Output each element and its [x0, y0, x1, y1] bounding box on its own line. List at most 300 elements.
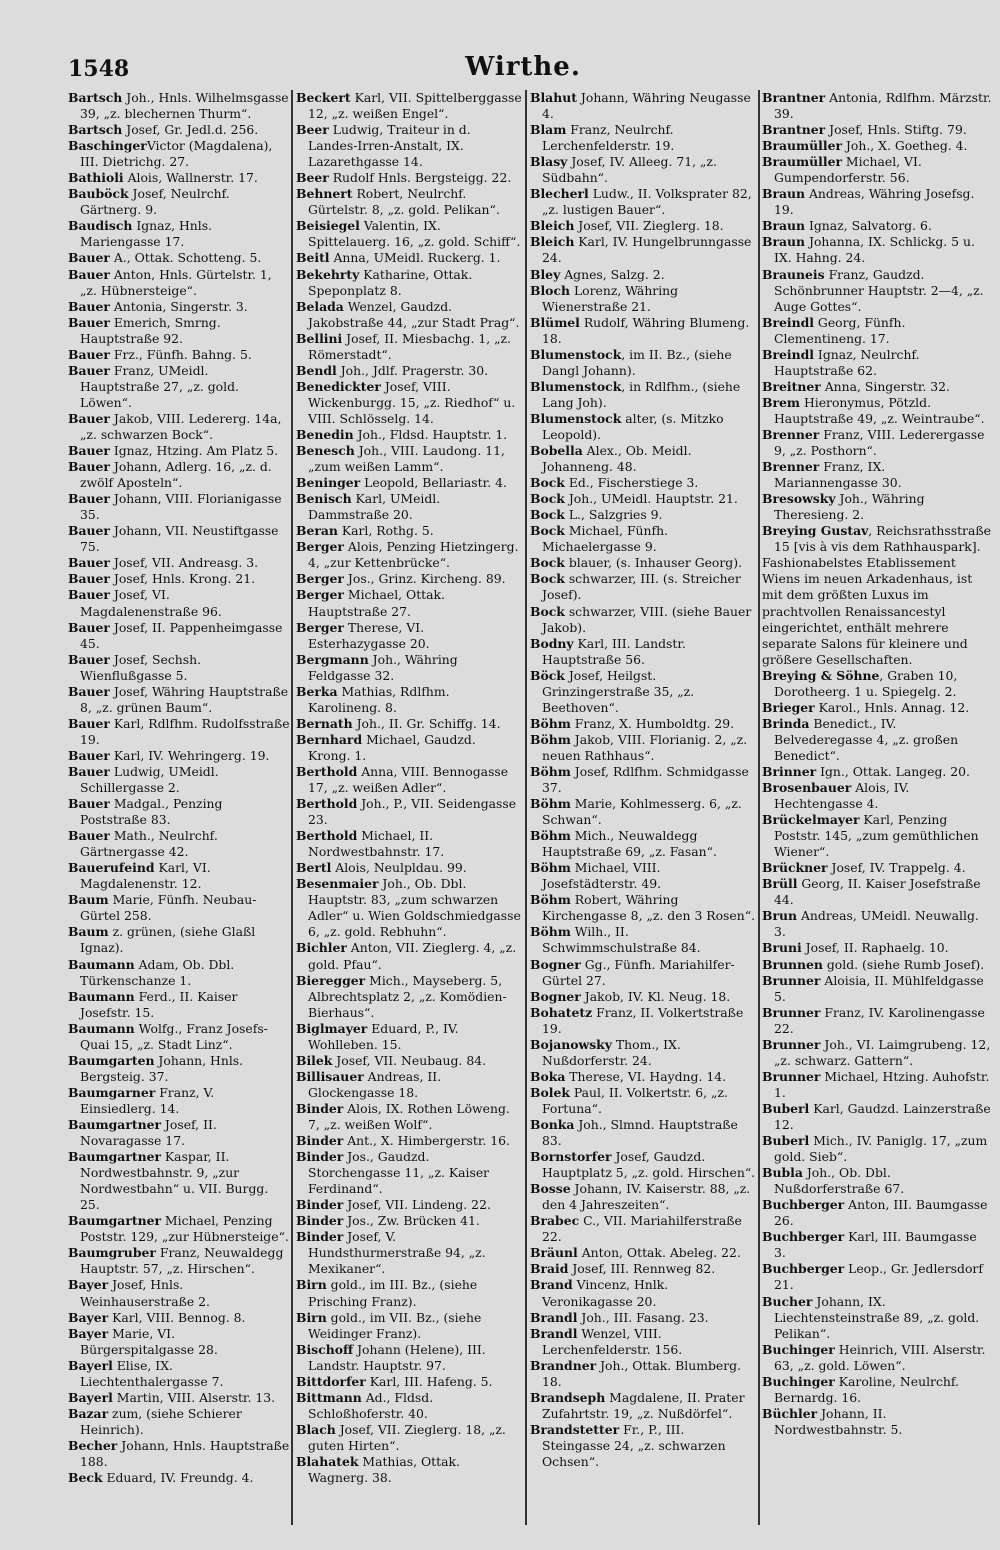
- entry-name: Bauer: [68, 683, 110, 699]
- directory-entry: [296, 218, 522, 250]
- entry-details: Antonia, Rdlfhm. Märzstr. 39.: [774, 90, 992, 122]
- entry-name: Bauer: [68, 266, 110, 282]
- entry-name: Blahatek: [296, 1453, 359, 1469]
- entry-details: Josef, V. Hundsthurmerstraße 94, „z. Mexikaner“.: [308, 1229, 486, 1277]
- entry-details: Johann, VII. Neustiftgasse 75.: [80, 523, 279, 555]
- entry-details: Wenzel, Gaudzd. Jakobstraße 44, „zur Stadt Prag“.: [308, 298, 520, 330]
- entry-details: Josef, IV. Alleeg. 71, „z. Südbahn“.: [542, 154, 717, 186]
- entry-details: Josef, Gaudzd. Hauptplatz 5, „z. gold. Hirschen“.: [542, 1149, 756, 1181]
- directory-entry: [296, 973, 522, 1021]
- entry-name: Bauer: [68, 410, 110, 426]
- entry-details: Franz, Gaudzd. Schönbrunner Hauptstr. 2—4, „z. Auge Gottes“.: [774, 266, 984, 314]
- entry-name: Boka: [530, 1068, 566, 1084]
- directory-entry: [68, 764, 290, 796]
- entry-name: Brem: [762, 394, 800, 410]
- directory-entry: [68, 218, 290, 250]
- entry-name: Bresowsky: [762, 491, 836, 507]
- entry-details: Vincenz, Hnlk. Veronikagasse 20.: [542, 1277, 669, 1309]
- entry-name: Benedin: [296, 426, 354, 442]
- directory-entry: [296, 1277, 522, 1309]
- entry-name: Behnert: [296, 186, 353, 202]
- entry-name: Brüll: [762, 876, 798, 892]
- directory-entry: [296, 732, 522, 764]
- entry-details: Josef, VIII. Wickenburgg. 15, „z. Riedhof“ u. VIII. Schlösselg. 14.: [308, 378, 516, 426]
- entry-name: Bauer: [68, 763, 110, 779]
- entry-details: Anna, UMeidl. Ruckerg. 1.: [329, 250, 501, 266]
- entry-details: z. grünen, (siehe Glaßl Ignaz).: [80, 924, 256, 956]
- directory-entry: [762, 234, 992, 266]
- entry-name: Beer: [296, 170, 329, 186]
- entry-details: Antonia, Singerstr. 3.: [109, 298, 248, 314]
- directory-entry: [762, 427, 992, 459]
- entry-details: Johann, Währing Neugasse 4.: [542, 90, 751, 122]
- entry-name: Blumenstock: [530, 346, 622, 362]
- entry-details: , Graben 10, Dorotheerg. 1 u. Spiegelg. 2.: [774, 667, 958, 699]
- entry-details: Paul, II. Volkertstr. 6, „z. Fortuna“.: [542, 1084, 728, 1116]
- directory-entry: [296, 122, 522, 170]
- entry-name: Bock: [530, 507, 565, 523]
- entry-details: Jakob, VIII. Ledererg. 14a, „z. schwarzen Bock“.: [80, 410, 282, 442]
- entry-name: Bekehrty: [296, 266, 360, 282]
- directory-entry: [68, 1310, 290, 1326]
- directory-entry: [296, 652, 522, 684]
- entry-name: Berger: [296, 619, 344, 635]
- entry-name: Baschinger: [68, 138, 147, 154]
- directory-entry: [68, 250, 290, 266]
- directory-entry: [296, 764, 522, 796]
- entry-name: Buchinger: [762, 1341, 835, 1357]
- directory-entry: [296, 523, 522, 539]
- entry-name: Bendl: [296, 362, 337, 378]
- directory-entry: [762, 154, 992, 186]
- directory-entry: [762, 973, 992, 1005]
- directory-entry: [762, 876, 992, 908]
- entry-details: Robert, Währing Kirchengasse 8, „z. den 3 Rosen“.: [542, 892, 756, 924]
- entry-details: Josef, Hnls. Stiftg. 79.: [825, 122, 967, 138]
- column-2: [296, 90, 522, 1530]
- directory-entry: [68, 989, 290, 1021]
- entry-details: Leopold, Bellariastr. 4.: [360, 475, 507, 491]
- entry-details: , in Rdlfhm., (siehe Lang Joh).: [542, 378, 741, 410]
- entry-details: Fr., P., III. Steingasse 24, „z. schwarzen Ochsen“.: [542, 1421, 726, 1469]
- directory-entry: [762, 1406, 992, 1438]
- directory-entry: [530, 90, 756, 122]
- directory-entry: [762, 860, 992, 876]
- entry-details: , im II. Bz., (siehe Dangl Johann).: [542, 346, 732, 378]
- entry-name: Baumgartner: [68, 1117, 161, 1132]
- directory-entry: [68, 170, 290, 186]
- entry-name: Brun: [762, 908, 798, 924]
- entry-name: Bodny: [530, 635, 574, 651]
- entry-details: Joh., Ob. Dbl. Hauptstr. 83, „zum schwarzen Adler“ u. Wien Goldschmiedgasse 6, „z. gold. Rebhuhn“.: [308, 876, 521, 940]
- entry-details: gold., im VII. Bz., (siehe Weidinger Franz).: [308, 1309, 482, 1341]
- entry-details: Franz, Neuwaldegg Hauptstr. 57, „z. Hirschen“.: [80, 1245, 284, 1277]
- directory-entry: [762, 491, 992, 523]
- entry-name: Bilek: [296, 1052, 333, 1068]
- entry-details: Andreas, II. Glockengasse 18.: [308, 1068, 442, 1100]
- directory-entry: [296, 1213, 522, 1229]
- entry-details: Alois, IV. Hechtengasse 4.: [774, 780, 910, 812]
- entry-name: Böhm: [530, 860, 571, 876]
- directory-entry: [762, 940, 992, 956]
- entry-details: Joh., Jdlf. Pragerstr. 30.: [336, 362, 489, 378]
- entry-name: Bauer: [68, 250, 110, 266]
- entry-name: Brandstetter: [530, 1421, 620, 1437]
- entry-details: Ignaz, Neulrchf. Hauptstraße 62.: [774, 346, 920, 378]
- entry-details: Elise, IX. Liechtenthalergasse 7.: [80, 1357, 224, 1389]
- entry-details: Josef, Gr. Jedl.d. 256.: [122, 122, 259, 138]
- entry-name: Brenner: [762, 426, 820, 442]
- directory-entry: [296, 587, 522, 619]
- directory-entry: [762, 395, 992, 427]
- entry-name: Bauer: [68, 715, 110, 731]
- directory-entry: [68, 1358, 290, 1390]
- entry-details: Josef, II. Novaragasse 17.: [80, 1117, 217, 1149]
- directory-entry: [68, 1406, 290, 1438]
- directory-entry: [762, 459, 992, 491]
- entry-name: Binder: [296, 1197, 344, 1213]
- entry-name: Bayerl: [68, 1357, 113, 1373]
- directory-entry: [762, 1261, 992, 1293]
- entry-name: Bathioli: [68, 170, 124, 186]
- entry-name: Bley: [530, 266, 561, 282]
- directory-entry: [296, 250, 522, 266]
- directory-entry: [296, 1390, 522, 1422]
- entry-name: Böhm: [530, 715, 571, 731]
- entry-details: Ignaz, Salvatorg. 6.: [805, 218, 932, 234]
- entry-name: Bauer: [68, 828, 110, 844]
- directory-entry: [530, 523, 756, 555]
- column-divider: [291, 90, 293, 1525]
- entry-name: Brinda: [762, 715, 810, 731]
- column-1: [68, 90, 290, 1530]
- entry-name: Böhm: [530, 731, 571, 747]
- entry-name: Baumgarner: [68, 1084, 156, 1100]
- entry-name: Blach: [296, 1421, 336, 1437]
- entry-name: Bittmann: [296, 1389, 362, 1405]
- entry-name: Bock: [530, 603, 565, 619]
- directory-entry: [296, 828, 522, 860]
- directory-entry: [530, 1037, 756, 1069]
- entry-name: Brückelmayer: [762, 812, 860, 828]
- entry-name: Brosenbauer: [762, 780, 852, 796]
- directory-entry: [762, 186, 992, 218]
- entry-name: Buchberger: [762, 1197, 845, 1213]
- entry-details: Josef, Heilgst. Grinzingerstraße 35, „z. Beethoven“.: [542, 667, 695, 715]
- entry-details: Joh., Währing Feldgasse 32.: [308, 651, 458, 683]
- entry-name: Brand: [530, 1277, 573, 1293]
- directory-entry: [762, 812, 992, 860]
- entry-details: Jakob, IV. Kl. Neug. 18.: [580, 988, 731, 1004]
- directory-entry: [296, 379, 522, 427]
- entry-name: Berger: [296, 587, 344, 603]
- entry-details: Karl, Penzing Poststr. 145, „zum gemüthlichen Wiener“.: [774, 812, 979, 860]
- entry-name: Bernhard: [296, 731, 363, 747]
- entry-name: Baudisch: [68, 218, 133, 234]
- entry-details: Johann, Hnls. Bergsteig. 37.: [80, 1052, 244, 1084]
- entry-name: Böhm: [530, 892, 571, 908]
- entry-details: Alois, Wallnerstr. 17.: [123, 170, 258, 186]
- directory-entry: [530, 122, 756, 154]
- entry-details: Anton, III. Baumgasse 26.: [774, 1197, 988, 1229]
- entry-details: Anton, VII. Zieglerg. 4, „z. gold. Pfau“.: [308, 940, 517, 972]
- entry-details: Franz, X. Humboldtg. 29.: [570, 715, 735, 731]
- directory-entry: [296, 443, 522, 475]
- directory-entry: [530, 1181, 756, 1213]
- entry-name: Bischoff: [296, 1341, 354, 1357]
- entry-name: Bosse: [530, 1181, 571, 1197]
- directory-entry: [68, 90, 290, 122]
- entry-name: Brückner: [762, 860, 828, 876]
- entry-details: Franz, IX. Mariannengasse 30.: [774, 459, 902, 491]
- directory-entry: [68, 716, 290, 748]
- entry-details: Karl, III. Hafeng. 5.: [365, 1373, 493, 1389]
- entry-details: Karl, III. Landstr. Hauptstraße 56.: [542, 635, 686, 667]
- directory-entry: [296, 571, 522, 587]
- entry-details: Johann, IV. Kaiserstr. 88, „z. den 4 Jahreszeiten“.: [542, 1181, 751, 1213]
- entry-details: Ferd., II. Kaiser Josefstr. 15.: [80, 988, 238, 1020]
- entry-details: Frz., Fünfh. Bahng. 5.: [109, 346, 252, 362]
- directory-entry: [68, 299, 290, 315]
- directory-entry: [68, 796, 290, 828]
- entry-name: Billisauer: [296, 1068, 364, 1084]
- entry-details: Robert, Neulrchf. Gürtelstr. 8, „z. gold. Pelikan“.: [308, 186, 500, 218]
- entry-name: Bonka: [530, 1117, 575, 1132]
- directory-entry: [296, 170, 522, 186]
- entry-details: Karl, Rdlfhm. Rudolfsstraße 19.: [80, 715, 290, 747]
- entry-name: Böck: [530, 667, 565, 683]
- directory-entry: [530, 186, 756, 218]
- entry-name: Brabec: [530, 1213, 580, 1229]
- entry-name: Breindl: [762, 314, 814, 330]
- directory-entry: [68, 122, 290, 138]
- directory-entry: [296, 363, 522, 379]
- entry-name: Beckert: [296, 90, 351, 105]
- directory-entry: [530, 1005, 756, 1037]
- entry-details: Josef, Rdlfhm. Schmidgasse 37.: [542, 763, 749, 796]
- page-header: [68, 52, 978, 92]
- entry-details: Johann, II. Nordwestbahnstr. 5.: [774, 1405, 903, 1437]
- directory-entry: [530, 411, 756, 443]
- directory-entry: [530, 604, 756, 636]
- entry-details: Josef, II. Miesbachg. 1, „z. Römerstadt“.: [308, 330, 511, 362]
- entry-name: Blahut: [530, 90, 577, 105]
- directory-entry: [762, 1197, 992, 1229]
- entry-details: Johann (Helene), III. Landstr. Hauptstr. 97.: [308, 1341, 486, 1373]
- entry-name: Breying & Söhne: [762, 667, 880, 683]
- entry-name: Bittdorfer: [296, 1373, 366, 1389]
- column-3: [530, 90, 756, 1530]
- entry-details: Alois, Neulpldau. 99.: [331, 860, 467, 876]
- entry-details: Rudolf, Währing Blumeng. 18.: [542, 314, 750, 346]
- entry-name: Brenner: [762, 459, 820, 475]
- entry-name: Bock: [530, 571, 565, 587]
- entry-details: Georg, Fünfh. Clementineng. 17.: [774, 314, 906, 346]
- entry-details: Franz, VIII. Lederergasse 9, „z. Posthorn“.: [774, 426, 985, 459]
- entry-details: Michael, II. Nordwestbahnstr. 17.: [308, 828, 445, 860]
- entry-name: Bock: [530, 491, 565, 507]
- entry-name: Brunner: [762, 1004, 821, 1020]
- entry-name: Baum: [68, 892, 109, 908]
- entry-details: zum, (siehe Schierer Heinrich).: [80, 1405, 242, 1437]
- entry-name: Bertl: [296, 860, 332, 876]
- directory-entry: [68, 363, 290, 411]
- directory-entry: [530, 475, 756, 491]
- directory-entry: [530, 234, 756, 266]
- entry-details: Josef, Hnls. Weinhauserstraße 2.: [80, 1277, 210, 1309]
- entry-details: gold., im III. Bz., (siehe Prisching Franz).: [308, 1277, 478, 1309]
- directory-entry: [762, 90, 992, 122]
- directory-entry: [530, 828, 756, 860]
- entry-name: Bellini: [296, 330, 343, 346]
- entry-name: Brunnen: [762, 956, 823, 972]
- directory-entry: [296, 716, 522, 732]
- directory-entry: [530, 1310, 756, 1326]
- entry-details: Ludwig, Traiteur in d. Landes-Irren-Anstalt, IX. Lazarethgasse 14.: [308, 122, 471, 170]
- directory-entry: [530, 1213, 756, 1245]
- entry-name: Binder: [296, 1100, 344, 1116]
- entry-details: A., Ottak. Schotteng. 5.: [109, 250, 262, 266]
- entry-details: Marie, Fünfh. Neubau-Gürtel 258.: [80, 892, 257, 924]
- entry-details: Wenzel, VIII. Lerchenfelderstr. 156.: [542, 1325, 683, 1357]
- directory-entry: [68, 1021, 290, 1053]
- entry-details: schwarzer, III. (s. Streicher Josef).: [542, 571, 741, 603]
- directory-entry: [762, 138, 992, 154]
- directory-entry: [762, 716, 992, 764]
- directory-entry: [530, 1117, 756, 1149]
- entry-name: Bauer: [68, 555, 110, 571]
- directory-entry: [68, 347, 290, 363]
- entry-details: Karl, Gaudzd. Lainzerstraße 12.: [774, 1100, 991, 1132]
- entry-name: Bogner: [530, 956, 581, 972]
- entry-details: Leop., Gr. Jedlersdorf 21.: [774, 1261, 983, 1293]
- directory-entry: [296, 1149, 522, 1197]
- entry-name: Bauer: [68, 459, 110, 475]
- entry-name: Buberl: [762, 1133, 810, 1149]
- entry-details: Agnes, Salzg. 2.: [560, 266, 665, 282]
- directory-entry: [530, 732, 756, 764]
- entry-details: Marie, VI. Bürgerspitalgasse 28.: [80, 1325, 218, 1357]
- entry-name: Buberl: [762, 1100, 810, 1116]
- entry-name: Bartsch: [68, 122, 123, 138]
- directory-entry: [762, 379, 992, 395]
- entry-details: Joh., VIII. Laudong. 11, „zum weißen Lamm“.: [308, 443, 505, 475]
- entry-details: Karl, VIII. Bennog. 8.: [108, 1309, 246, 1325]
- directory-entry: [296, 331, 522, 363]
- entry-name: Baumann: [68, 1020, 135, 1036]
- entry-details: Josef, Hnls. Krong. 21.: [109, 571, 256, 587]
- directory-entry: [530, 957, 756, 989]
- entry-name: Biglmayer: [296, 1020, 368, 1036]
- entry-name: Baum: [68, 924, 109, 940]
- directory-entry: [530, 507, 756, 523]
- entry-name: Bayerl: [68, 1389, 113, 1405]
- entry-details: Ign., Ottak. Langeg. 20.: [816, 763, 970, 779]
- entry-details: Joh., VI. Laimgrubeng. 12, „z. schwarz. Gattern“.: [774, 1036, 991, 1068]
- entry-name: Blecherl: [530, 186, 589, 202]
- entry-name: Bauböck: [68, 186, 129, 202]
- directory-entry: [296, 299, 522, 331]
- entry-name: Buchinger: [762, 1373, 835, 1389]
- entry-name: Bleich: [530, 218, 575, 234]
- directory-entry: [68, 1213, 290, 1245]
- entry-name: Breitner: [762, 378, 821, 394]
- entry-details: Josef, Neulrchf. Gärtnerg. 9.: [80, 186, 230, 218]
- directory-entry: [762, 347, 992, 379]
- entry-name: Baumann: [68, 956, 135, 972]
- directory-entry: [762, 1069, 992, 1101]
- directory-entry: [296, 1422, 522, 1454]
- entry-name: Baumann: [68, 988, 135, 1004]
- entry-details: Hieronymus, Pötzld. Hauptstraße 49, „z. Weintraube“.: [774, 394, 985, 426]
- entry-details: Joh., X. Goetheg. 4.: [841, 138, 968, 154]
- directory-entry: [530, 1358, 756, 1390]
- directory-entry: [68, 267, 290, 299]
- entry-name: Berger: [296, 571, 344, 587]
- entry-details: Josef, II. Raphaelg. 10.: [801, 940, 949, 956]
- entry-details: Ant., X. Himbergerstr. 16.: [343, 1133, 510, 1149]
- directory-entry: [762, 700, 992, 716]
- directory-entry: [296, 1197, 522, 1213]
- directory-entry: [530, 924, 756, 956]
- entry-name: Bobella: [530, 443, 583, 459]
- directory-entry: [762, 1294, 992, 1342]
- entry-name: Brantner: [762, 122, 826, 138]
- entry-name: Baumgruber: [68, 1245, 156, 1261]
- entry-name: Bichler: [296, 940, 347, 956]
- entry-details: Math., Neulrchf. Gärtnergasse 42.: [80, 828, 218, 860]
- entry-details: Aloisia, II. Mühlfeldgasse 5.: [774, 972, 984, 1004]
- entry-details: Josef, VI. Magdalenenstraße 96.: [80, 587, 222, 619]
- directory-entry: [296, 539, 522, 571]
- directory-entry: [530, 989, 756, 1005]
- entry-name: Bergmann: [296, 651, 369, 667]
- entry-name: Bauer: [68, 619, 110, 635]
- entry-name: Bauer: [68, 796, 110, 812]
- directory-entry: [68, 1390, 290, 1406]
- entry-name: Bolek: [530, 1084, 570, 1100]
- directory-entry: [530, 267, 756, 283]
- directory-entry: [762, 780, 992, 812]
- entry-details: Joh., Währing Theresieng. 2.: [774, 491, 925, 523]
- entry-name: Bauer: [68, 523, 110, 539]
- entry-name: Bauerufeind: [68, 860, 155, 876]
- directory-entry: [530, 283, 756, 315]
- entry-name: Besenmaier: [296, 876, 379, 892]
- entry-details: Ignaz, Hnls. Mariengasse 17.: [80, 218, 213, 250]
- entry-name: Baumgartner: [68, 1149, 161, 1165]
- entry-details: Karl, UMeidl. Dammstraße 20.: [308, 491, 441, 523]
- entry-details: Mich., Neuwaldegg Hauptstraße 69, „z. Fasan“.: [542, 828, 717, 860]
- directory-entry: [296, 860, 522, 876]
- entry-details: Magdalene, II. Prater Zufahrtstr. 19, „z. Nußdörfel“.: [542, 1389, 745, 1421]
- entry-name: Belada: [296, 298, 344, 314]
- entry-details: Johann, IX. Liechtensteinstraße 89, „z. gold. Pelikan“.: [774, 1293, 980, 1341]
- entry-details: Josef, Währing Hauptstraße 8, „z. grünen Baum“.: [80, 683, 289, 715]
- entry-name: Bubla: [762, 1165, 803, 1181]
- entry-name: Beer: [296, 122, 329, 138]
- entry-details: alter, (s. Mitzko Leopold).: [542, 410, 724, 442]
- entry-name: Brieger: [762, 699, 815, 715]
- directory-entry: [68, 571, 290, 587]
- directory-entry: [530, 892, 756, 924]
- directory-entry: [762, 1133, 992, 1165]
- entry-name: Böhm: [530, 763, 571, 779]
- directory-entry: [762, 1342, 992, 1374]
- entry-name: Brauneis: [762, 266, 825, 282]
- directory-entry: [68, 1053, 290, 1085]
- directory-entry: [68, 652, 290, 684]
